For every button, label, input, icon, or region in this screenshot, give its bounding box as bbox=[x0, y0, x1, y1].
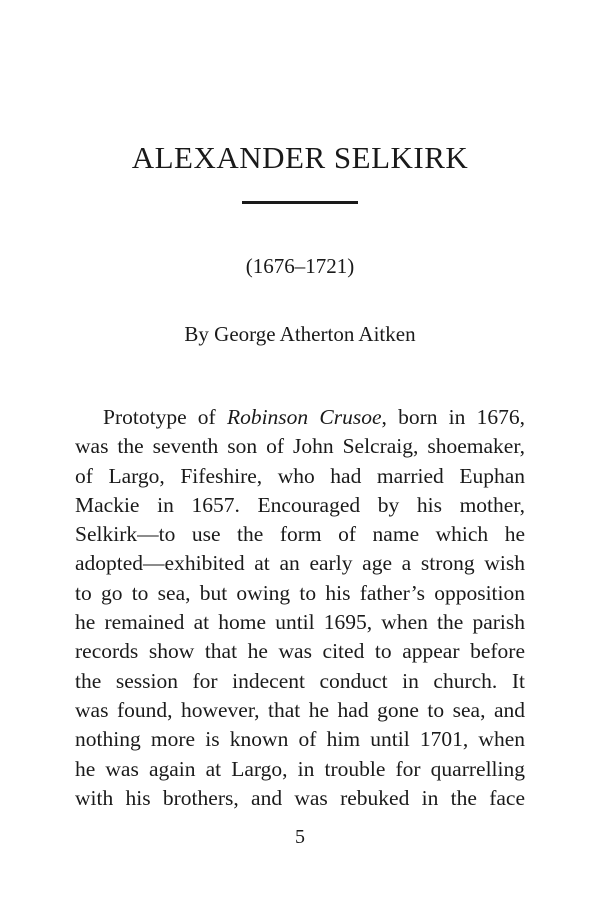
page-number: 5 bbox=[295, 826, 305, 848]
body-line: nothing more is known of him until 1701, when bbox=[75, 727, 525, 752]
body-line: to go to sea, but owing to his father’s opposition bbox=[75, 580, 525, 605]
body-line bbox=[75, 403, 525, 432]
body-line: the session for indecent conduct in church. It bbox=[75, 668, 525, 693]
title-divider bbox=[242, 201, 358, 204]
body-paragraph bbox=[75, 403, 525, 813]
body-line: records show that he was cited to appear before bbox=[75, 639, 525, 664]
life-dates: (1676–1721) bbox=[245, 254, 355, 278]
author-byline: By George Atherton Aitken bbox=[184, 322, 416, 346]
chapter-title: ALEXANDER SELKIRK bbox=[131, 140, 469, 175]
body-line: Selkirk—to use the form of name which he bbox=[75, 522, 525, 547]
book-title-italic: Robinson Crusoe bbox=[226, 405, 382, 429]
body-line: he was again at Largo, in trouble for quarrelling bbox=[75, 756, 525, 781]
body-line: he remained at home until 1695, when the parish bbox=[75, 610, 525, 635]
body-line: was found, however, that he had gone to sea, and bbox=[75, 697, 525, 722]
line-text: , born in 1676, bbox=[381, 405, 525, 429]
line-text: Prototype of bbox=[103, 405, 227, 429]
body-line: with his brothers, and was rebuked in the face bbox=[75, 785, 525, 810]
body-line: was the seventh son of John Selcraig, shoemaker, bbox=[75, 434, 525, 459]
body-line: adopted—exhibited at an early age a strong wish bbox=[75, 551, 525, 576]
body-line: Mackie in 1657. Encouraged by his mother, bbox=[75, 492, 525, 517]
body-line: of Largo, Fifeshire, who had married Euphan bbox=[75, 463, 525, 488]
